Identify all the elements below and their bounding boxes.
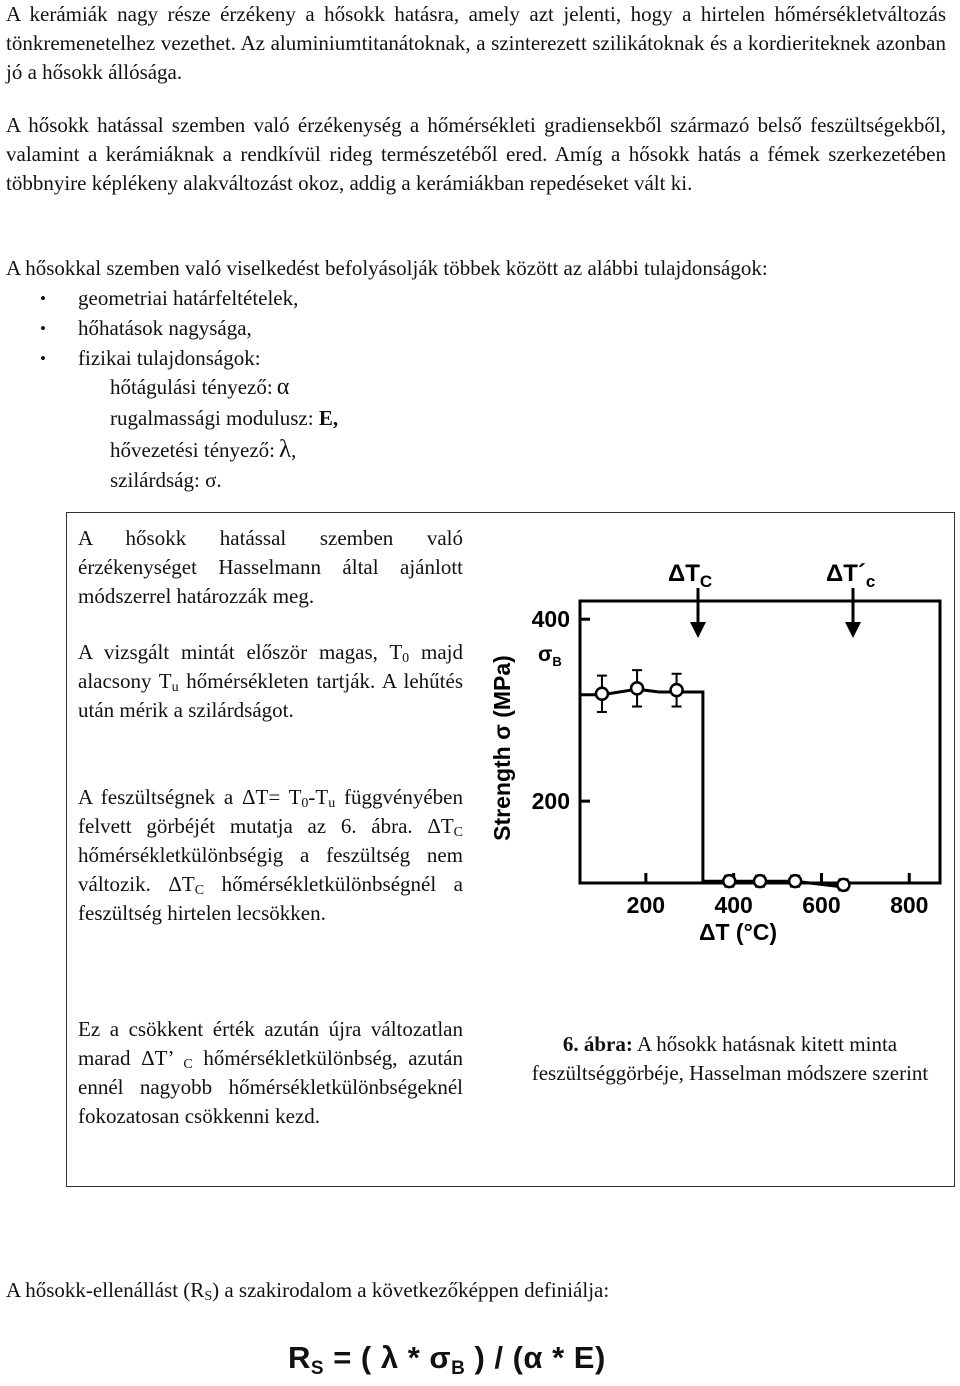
list-item: • fizikai tulajdonságok: [0,344,700,374]
arrow-head [845,622,861,638]
rs-formula: $R_S$ = ( λ * $\sigma_B$ ) / (α * E) [288,1340,606,1379]
box-paragraph-sample: A vizsgált mintát először magas, $T_0$ majd alacsony $T_u$ hőmérsékleten tartják. A lehűtés után mérik a szilárdságot. [78,640,464,722]
property-list [0,284,700,374]
y-tick-label: 200 [531,788,570,815]
sigma-symbol: σ. [205,468,222,492]
box-paragraph-curve: A feszültségnek a $\Delta T= T_0-T_u$ függvényében felvett görbéjét mutatja az 6. ábra. $\Delta T_C$ hőmérsékletkülönbségig a feszültség nem változik. $\Delta T_C$ hőmérsékletkülönbségnél a feszültség hirtelen lecsökken. [78,785,464,925]
data-point [789,875,801,887]
x-tick-label: 600 [802,892,841,918]
data-points [596,670,849,891]
box-paragraph-decrease: Ez a csökkent érték azután újra változatlan marad ΔT’ $_C$ hőmérsékletkülönbség, azután ennél nagyobb hőmérsékletkülönbségeknél fokozatosan csökkenni kezd. [78,1017,464,1128]
data-point [837,879,849,891]
dtc2-label: $\Delta T´_c$ [826,560,876,591]
y-tick-label: 400 [531,606,570,633]
data-point [754,875,766,887]
axis-ticks [532,606,929,918]
e-symbol: E, [318,406,339,430]
x-tick-label: 800 [890,892,929,918]
data-point [723,875,735,887]
data-point [631,682,643,694]
arrow-head [690,622,706,638]
dtc-label: $\Delta T_C$ [668,560,713,591]
x-tick-label: 400 [714,892,753,918]
sensitivity-paragraph: A hősokk hatással szemben való érzékenység a hőmérsékleti gradiensekből származó belső feszültségekből, valamint a kerámiáknak a rendkívül rideg természetéből ered. Amíg a hősokk hatás a fémek szerkezetében többnyire képlékeny alakváltozást okoz, addig a kerámiákban repedéseket vált ki. [6,113,946,195]
strength-chart [480,518,950,958]
lambda-line: hővezetési tényező: λ, [110,436,297,463]
alpha-line: hőtágulási tényező: α [110,374,290,400]
alpha-symbol: α [276,374,290,400]
sigma-line: szilárdság: σ. [110,468,222,492]
plot-frame [580,601,940,883]
intro-paragraph: A kerámiák nagy része érzékeny a hősokk hatásra, amely azt jelenti, hogy a hirtelen hőmérsékletváltozás tönkremenetelhez vezethet. Az aluminiumtitanátoknak, a szinterezett szilikátoknak és a kordieriteknek azonban jó a hősokk állósága. [6,2,946,84]
lambda-symbol: λ [279,436,292,463]
data-point [671,684,683,696]
data-point [596,688,608,700]
delta-t-arrows [690,588,861,638]
modulus-line: rugalmassági modulusz: E, [110,406,339,430]
list-item: • geometriai határfeltételek, [0,284,700,314]
x-tick-label: 200 [626,892,666,918]
strength-curve [580,689,848,887]
resistance-definition: A hősokk-ellenállást $(R_S)$ a szakirodalom a következőképpen definiálja: [6,1278,610,1304]
box-paragraph-method: A hősokk hatással szemben való érzékenységet Hasselmann által ajánlott módszerrel határozzák meg. [78,526,463,608]
properties-intro: A hősokkal szemben való viselkedést befolyásolják többek között az alábbi tulajdonságok: [6,256,768,280]
y-axis-label: Strength σ (MPa) [489,655,515,841]
physical-properties [110,373,610,497]
x-axis-label: ΔT (°C) [698,919,778,945]
sigma-b-label: $\sigma_B$ [538,643,562,669]
list-item: • hőhatások nagysága, [0,314,700,344]
figure-caption: 6. ábra: A hősokk hatásnak kitett minta feszültséggörbéje, Hasselman módszere szerint [531,1032,929,1085]
